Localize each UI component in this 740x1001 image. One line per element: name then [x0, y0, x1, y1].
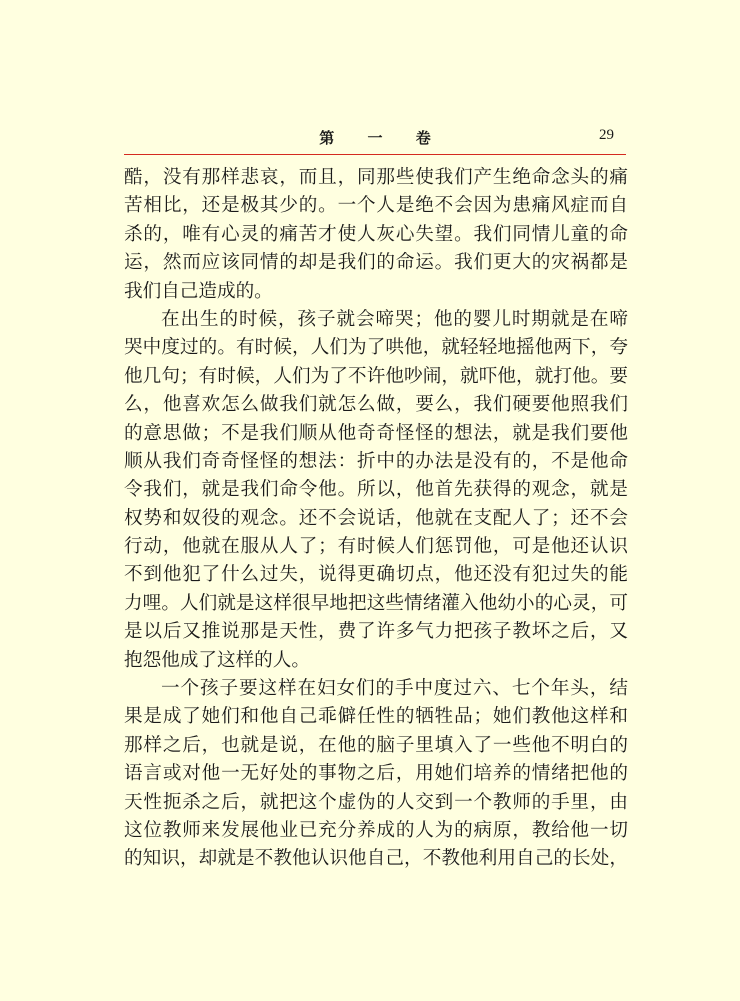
- volume-title: 第 一 卷: [319, 129, 445, 147]
- text-line: 苦相比，还是极其少的。一个人是绝不会因为患痛风症而自: [124, 195, 628, 217]
- text-line: 这位教师来发展他业已充分养成的人为的病原，教给他一切: [124, 819, 628, 841]
- text-line: 不到他犯了什么过失，说得更确切点，他还没有犯过失的能: [124, 564, 628, 586]
- text-line: 他几句；有时候，人们为了不许他吵闹，就吓他，就打他。要: [124, 365, 628, 387]
- text-line: 抱怨他成了这样的人。: [124, 649, 310, 671]
- page-number: 29: [599, 127, 614, 143]
- text-line: 在出生的时候，孩子就会啼哭；他的婴儿时期就是在啼: [161, 308, 628, 330]
- text-line: 力哩。人们就是这样很早地把这些情绪灌入他幼小的心灵，可: [124, 592, 628, 614]
- text-line: 么，他喜欢怎么做我们就怎么做，要么，我们硬要他照我们: [124, 394, 628, 416]
- running-header: [124, 124, 626, 155]
- text-line: 行动，他就在服从人了；有时候人们惩罚他，可是他还认识: [124, 536, 628, 558]
- text-line: 令我们，就是我们命令他。所以，他首先获得的观念，就是: [124, 479, 628, 501]
- text-line: 运，然而应该同情的却是我们的命运。我们更大的灾祸都是: [124, 252, 628, 274]
- text-line: 果是成了她们和他自己乖僻任性的牺牲品；她们教他这样和: [124, 706, 628, 728]
- text-line: 顺从我们奇奇怪怪的想法：折中的办法是没有的，不是他命: [124, 450, 628, 472]
- text-line: 我们自己造成的。: [124, 280, 273, 302]
- text-line: 权势和奴役的观念。还不会说话，他就在支配人了；还不会: [124, 507, 628, 529]
- body-text: [124, 164, 628, 874]
- text-line: 杀的，唯有心灵的痛苦才使人灰心失望。我们同情儿童的命: [124, 223, 628, 245]
- text-line: 是以后又推说那是天性，费了许多气力把孩子教坏之后，又: [124, 621, 628, 643]
- text-line: 天性扼杀之后，就把这个虚伪的人交到一个教师的手里，由: [124, 791, 628, 813]
- text-line: 一个孩子要这样在妇女们的手中度过六、七个年头，结: [161, 678, 628, 700]
- text-line: 哭中度过的。有时候，人们为了哄他，就轻轻地摇他两下，夸: [124, 337, 628, 359]
- text-line: 语言或对他一无好处的事物之后，用她们培养的情绪把他的: [124, 763, 628, 785]
- text-line: 那样之后，也就是说，在他的脑子里填入了一些他不明白的: [124, 734, 628, 756]
- text-line: 酷，没有那样悲哀，而且，同那些使我们产生绝命念头的痛: [124, 167, 628, 188]
- text-line: 的知识，却就是不教他认识他自己，不教他利用自己的长处，: [124, 848, 628, 870]
- text-line: 的意思做；不是我们顺从他奇奇怪怪的想法，就是我们要他: [124, 422, 628, 444]
